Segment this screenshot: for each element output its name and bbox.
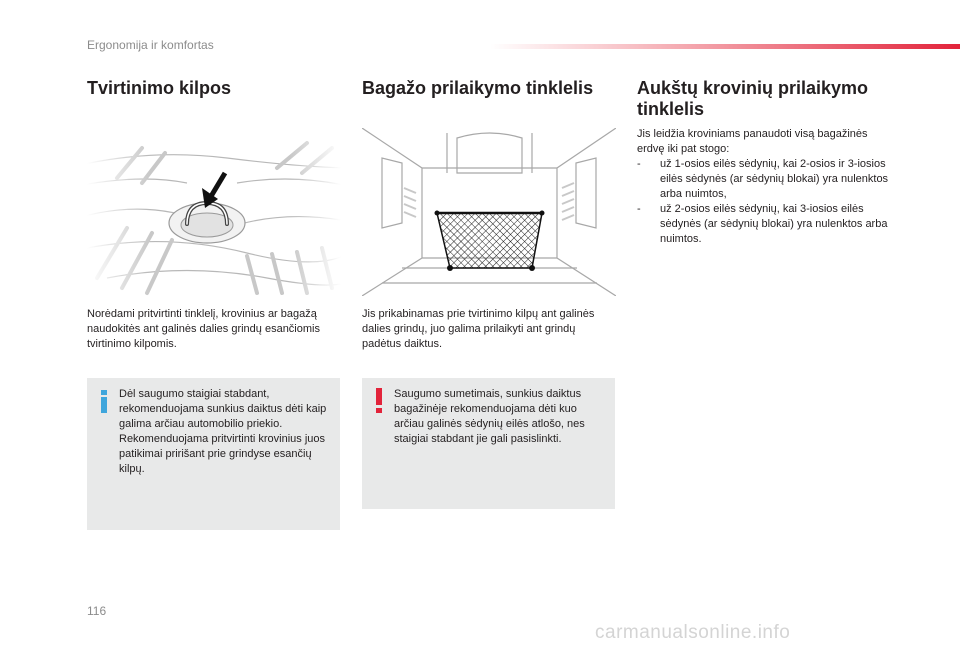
list-dash: - (637, 158, 641, 170)
info-icon (98, 390, 110, 414)
luggage-net-description: Jis prikabinamas prie tvirtinimo kilpų ant galinės dalies grindų, juo galima prilaikyti ant grindų padėtus daiktus. (362, 308, 595, 350)
high-load-net-content (637, 127, 892, 247)
high-load-net-list (637, 157, 892, 247)
list-dash: - (637, 203, 641, 215)
luggage-net-illustration (362, 128, 616, 296)
tie-down-rings-description: Norėdami pritvirtinti tinklelį, krovinius ar bagažą naudokitės ant galinės dalies grindų esančiomis tvirtinimo kilpomis. (87, 308, 320, 350)
warning-icon (373, 388, 385, 414)
column-tie-down-rings (87, 78, 342, 99)
high-load-net-intro: Jis leidžia kroviniams panaudoti visą bagažinės erdvę iki pat stogo: (637, 128, 868, 155)
page-number: 116 (87, 604, 107, 618)
tie-down-ring-illustration (87, 128, 341, 296)
column-luggage-net (362, 78, 617, 99)
warning-note (362, 378, 615, 509)
list-item-text: už 1-osios eilės sėdynių, kai 2-osios ir 3-iosios eilės sėdynės (ar sėdynių blokai) yra nulenktos arba nuimtos, (660, 158, 889, 200)
list-item (637, 157, 892, 202)
header-accent-bar (490, 44, 960, 49)
section-header: Ergonomija ir komfortas (87, 38, 214, 52)
info-note-text: Dėl saugumo staigiai stabdant, rekomenduojama sunkius daiktus dėti kaip galima arčiau automobilio priekio. Rekomenduojama pritvirtinti krovinius juos patikimai pririšant prie grindyse esančių kilpų. (119, 388, 327, 475)
list-item-text: už 2-osios eilės sėdynių, kai 3-iosios eilės sėdynės (ar sėdynių blokai) yra nulenktos arba nuimtos. (660, 203, 888, 245)
list-item (637, 202, 892, 247)
section-title-high-load-net: Aukštų krovinių prilaikymo tinklelis (637, 78, 869, 119)
watermark-text: carmanualsonline.info (595, 622, 791, 643)
section-title-luggage-net: Bagažo prilaikymo tinklelis (362, 78, 594, 98)
section-title-tie-down-rings: Tvirtinimo kilpos (87, 78, 232, 98)
warning-note-text: Saugumo sumetimais, sunkius daiktus bagažinėje rekomenduojama dėti kuo arčiau galinės sėdynių eilės atlošo, nes staigiai stabdant jie gali pasislinkti. (394, 388, 585, 445)
info-note (87, 378, 340, 530)
column-high-load-net (637, 78, 892, 120)
